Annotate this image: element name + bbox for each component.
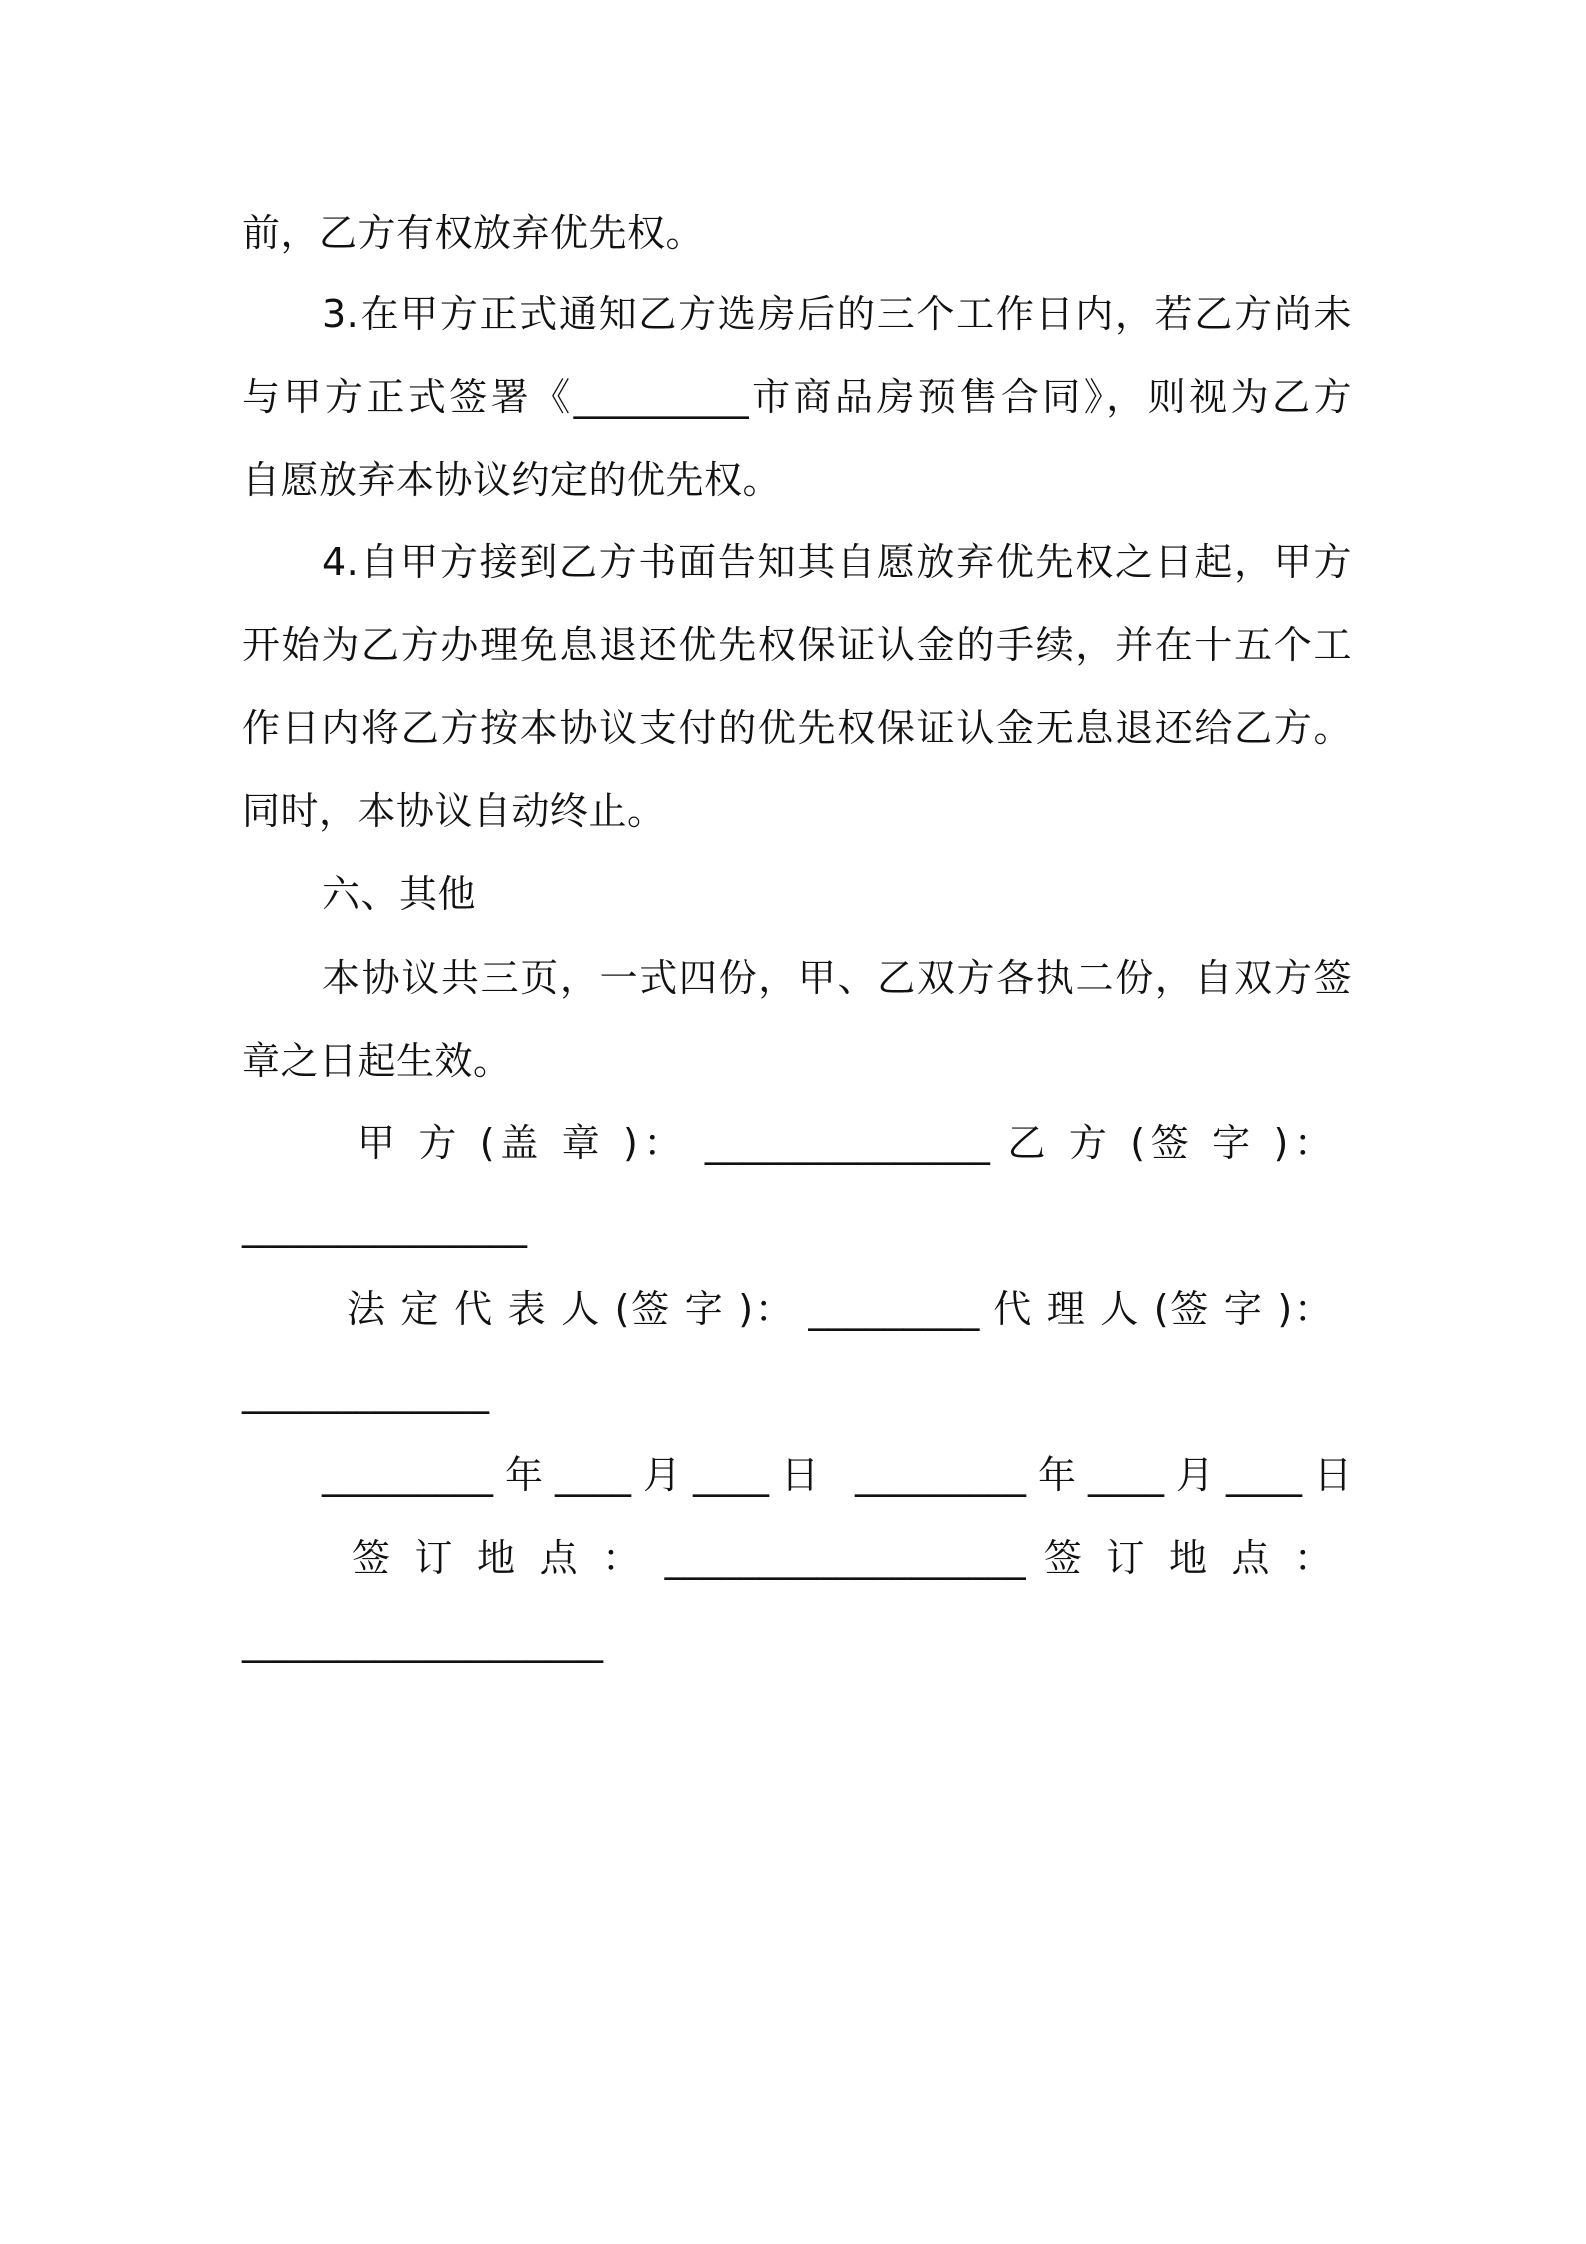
paragraph-4-line-2: 开始为乙方办理免息退还优先权保证认金的手续，并在十五个工 bbox=[242, 623, 1352, 667]
section-6-heading: 六、其他 bbox=[322, 872, 477, 916]
date-line: _________年____月____日 _________年____月____日 bbox=[322, 1453, 1352, 1497]
paragraph-4-line-4: 同时，本协议自动终止。 bbox=[242, 789, 666, 833]
paragraph-3-line-3: 自愿放弃本协议约定的优先权。 bbox=[242, 458, 782, 502]
section-6-body-line-1: 本协议共三页，一式四份，甲、乙双方各执二份，自双方签 bbox=[322, 956, 1352, 1000]
place-blank: ___________________ bbox=[242, 1619, 603, 1663]
paragraph-3-line-2: 与甲方正式签署《_________市商品房预售合同》，则视为乙方 bbox=[242, 375, 1352, 419]
paragraph-4-line-3: 作日内将乙方按本协议支付的优先权保证认金无息退还给乙方。 bbox=[242, 706, 1352, 750]
legal-rep-line: 法 定 代 表 人 (签 字 )： _________ 代 理 人 (签 字 )： bbox=[347, 1287, 1332, 1331]
place-line: 签 订 地 点 ： ___________________ 签 订 地 点 ： bbox=[352, 1536, 1332, 1580]
paragraph-2-tail: 前，乙方有权放弃优先权。 bbox=[242, 211, 705, 255]
paragraph-4-line-1: 4.自甲方接到乙方书面告知其自愿放弃优先权之日起，甲方 bbox=[322, 540, 1352, 584]
paragraph-3-line-1: 3.在甲方正式通知乙方选房后的三个工作日内，若乙方尚未 bbox=[322, 292, 1352, 336]
party-a-seal-line: 甲 方 (盖 章 )： _______________ 乙 方 (签 字 )： bbox=[357, 1121, 1332, 1165]
party-b-sign-blank: _______________ bbox=[242, 1204, 527, 1248]
agent-sign-blank: _____________ bbox=[242, 1370, 489, 1414]
section-6-body-line-2: 章之日起生效。 bbox=[242, 1039, 512, 1083]
